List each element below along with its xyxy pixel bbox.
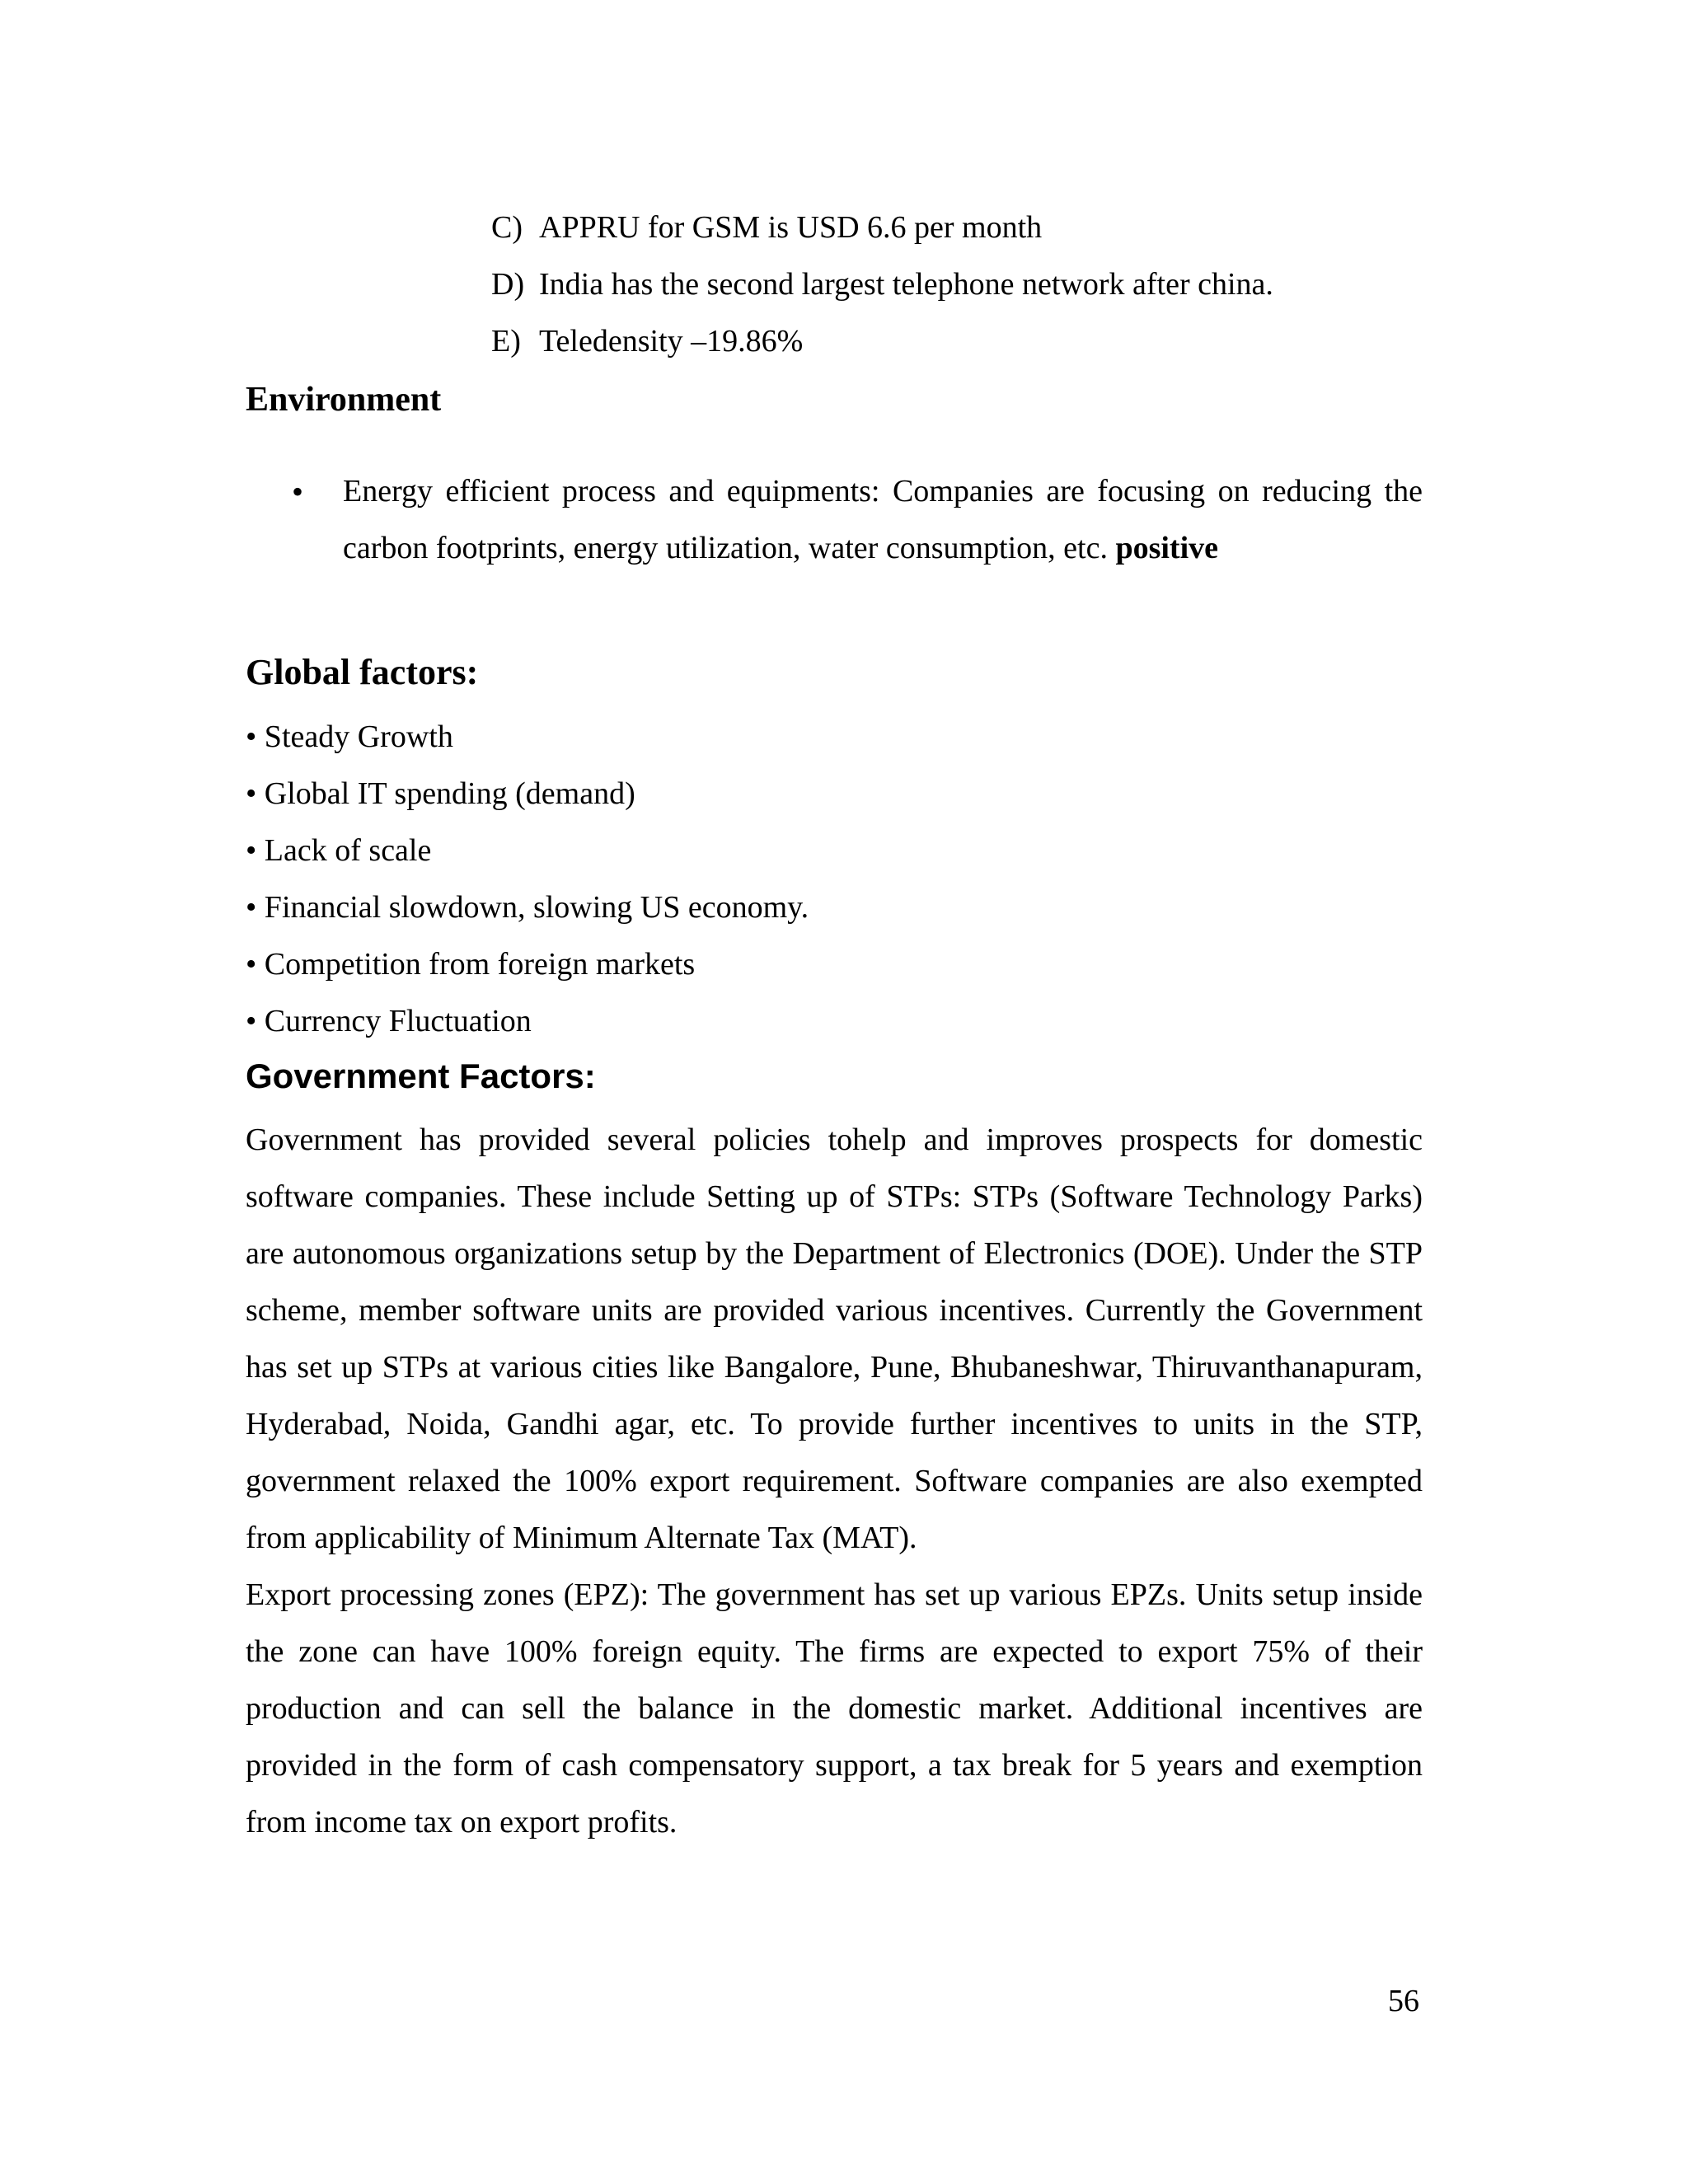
list-marker: D) [491,267,525,302]
list-item [491,256,1522,313]
list-item: • Currency Fluctuation [246,1004,532,1038]
page-number: 56 [1388,1984,1419,2018]
government-paragraph-2: Export processing zones (EPZ): The government has set up various EPZs. Units setup inside the zone can have 100% foreign equity. The firms are expected to export 75% of their production and can sell the balance in the domestic market. Additional incentives are provided in the form of cash compensatory support, a tax break for 5 years and exemption from income tax on export profits. [246,1577,1423,1840]
list-item: • Steady Growth [246,719,453,754]
list-item-text: APPRU for GSM is USD 6.6 per month [539,210,1043,245]
global-factors-list [246,709,1423,1050]
government-paragraph-1: Government has provided several policies tohelp and improves prospects for domestic software companies. These include Setting up of STPs: STPs (Software Technology Parks) are autonomous organizations setup by the Department of Electronics (DOE). Under the STP scheme, member software units are provided various incentives. Currently the Government has set up STPs at various cities like Bangalore, Pune, Bhubaneshwar, Thiruvanthanapuram, Hyderabad, Noida, Gandhi agar, etc. To provide further incentives to units in the STP, government relaxed the 100% export requirement. Software companies are also exempted from applicability of Minimum Alternate Tax (MAT). [246,1122,1423,1555]
list-marker: E) [491,324,521,359]
global-factors-heading: Global factors: [246,652,479,692]
list-item [491,313,1522,370]
list-item-text: Teledensity –19.86% [539,324,804,359]
bullet-dot-icon: • [292,473,304,510]
government-factors-heading: Government Factors: [246,1057,596,1095]
list-item [292,463,1423,577]
environment-bullet-text: Energy efficient process and equipments: Companies are focusing on reducing the carbon footprints, energy utilization, water consumption, etc. [343,474,1423,565]
list-item: • Global IT spending (demand) [246,776,635,811]
list-item-text [343,463,1423,577]
list-item: • Competition from foreign markets [246,947,696,982]
lettered-list [491,199,1522,370]
list-item-text: India has the second largest telephone network after china. [539,267,1273,302]
list-item [491,199,1522,256]
environment-bullet-emphasis: positive [1115,531,1219,565]
list-item: • Lack of scale [246,833,432,868]
environment-heading: Environment [246,381,442,419]
environment-bullet-list [292,463,1423,577]
list-item: • Financial slowdown, slowing US economy. [246,890,809,925]
list-marker: C) [491,210,523,245]
